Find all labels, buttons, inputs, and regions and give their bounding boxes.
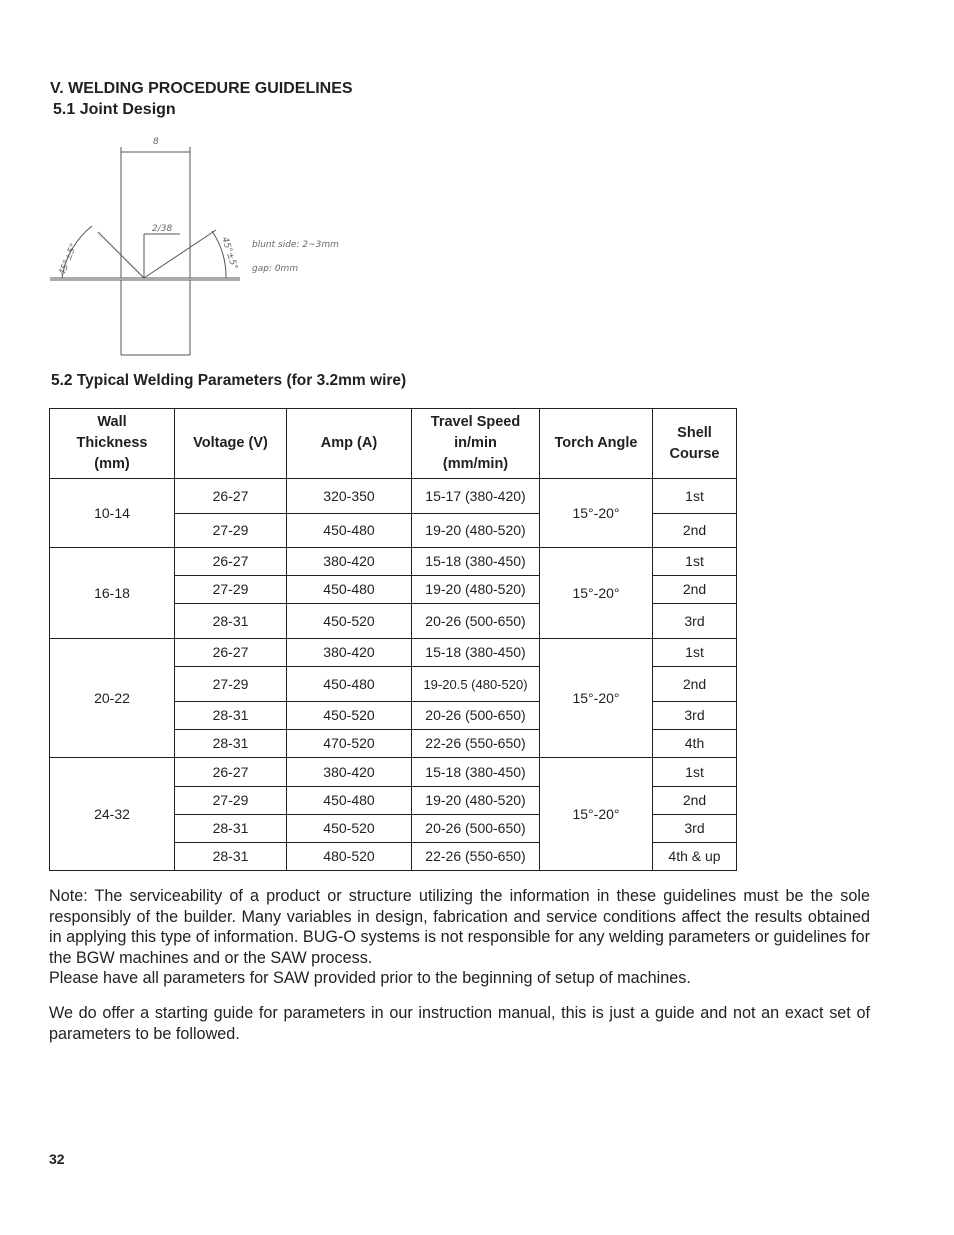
table-row bbox=[50, 548, 737, 576]
table-row bbox=[50, 639, 737, 667]
torch-angle-cell: 15°-20° bbox=[540, 479, 653, 548]
amp-cell: 480-520 bbox=[287, 843, 412, 871]
travel-speed-cell: 15-18 (380-450) bbox=[412, 639, 540, 667]
voltage-cell: 27-29 bbox=[175, 576, 287, 604]
voltage-cell: 28-31 bbox=[175, 604, 287, 639]
welding-parameters-table bbox=[49, 408, 737, 871]
saw-parameters-note: Please have all parameters for SAW provided prior to the beginning of setup of machines. bbox=[49, 969, 691, 987]
amp-cell: 450-480 bbox=[287, 576, 412, 604]
table-row bbox=[50, 758, 737, 787]
blunt-side-note: blunt side: 2~3mm bbox=[252, 240, 339, 250]
shell-course-cell: 1st bbox=[653, 548, 737, 576]
wall-thickness-cell: 10-14 bbox=[50, 479, 175, 548]
header-wall-thickness: Wall Thickness (mm) bbox=[50, 409, 175, 479]
travel-speed-cell: 15-18 (380-450) bbox=[412, 548, 540, 576]
header-shell-course: Shell Course bbox=[653, 409, 737, 479]
amp-cell: 380-420 bbox=[287, 639, 412, 667]
parameters-heading: 5.2 Typical Welding Parameters (for 3.2mm wire) bbox=[51, 372, 407, 389]
voltage-cell: 28-31 bbox=[175, 815, 287, 843]
voltage-cell: 26-27 bbox=[175, 479, 287, 514]
travel-speed-cell: 19-20 (480-520) bbox=[412, 514, 540, 548]
voltage-cell: 28-31 bbox=[175, 702, 287, 730]
left-angle-label: 45°±5° bbox=[57, 242, 80, 278]
amp-cell: 450-520 bbox=[287, 815, 412, 843]
header-voltage: Voltage (V) bbox=[175, 409, 287, 479]
wall-thickness-cell: 20-22 bbox=[50, 639, 175, 758]
torch-angle-cell: 15°-20° bbox=[540, 548, 653, 639]
amp-cell: 450-480 bbox=[287, 667, 412, 702]
amp-cell: 380-420 bbox=[287, 548, 412, 576]
travel-speed-cell: 15-17 (380-420) bbox=[412, 479, 540, 514]
shell-course-cell: 1st bbox=[653, 639, 737, 667]
right-angle-label: 45°±5° bbox=[219, 235, 240, 272]
header-torch-angle: Torch Angle bbox=[540, 409, 653, 479]
voltage-cell: 26-27 bbox=[175, 758, 287, 787]
travel-speed-cell: 20-26 (500-650) bbox=[412, 815, 540, 843]
voltage-cell: 27-29 bbox=[175, 514, 287, 548]
shell-course-cell: 3rd bbox=[653, 702, 737, 730]
disclaimer-note: Note: The serviceability of a product or structure utilizing the information in these guidelines must be the sole responsibly of the builder. Many variables in design, fabrication and service conditions affect the results obtained in applying this type of information. BUG-O systems is not responsible for any welding parameters or guidelines for the BGW machines and or the SAW process. bbox=[49, 887, 870, 967]
amp-cell: 450-480 bbox=[287, 514, 412, 548]
voltage-cell: 26-27 bbox=[175, 639, 287, 667]
amp-cell: 450-520 bbox=[287, 702, 412, 730]
torch-angle-cell: 15°-20° bbox=[540, 758, 653, 871]
travel-speed-cell: 15-18 (380-450) bbox=[412, 758, 540, 787]
wall-thickness-cell: 24-32 bbox=[50, 758, 175, 871]
amp-cell: 450-480 bbox=[287, 787, 412, 815]
travel-speed-cell: 20-26 (500-650) bbox=[412, 702, 540, 730]
voltage-cell: 27-29 bbox=[175, 667, 287, 702]
shell-course-cell: 3rd bbox=[653, 604, 737, 639]
shell-course-cell: 4th & up bbox=[653, 843, 737, 871]
amp-cell: 380-420 bbox=[287, 758, 412, 787]
travel-speed-cell: 19-20 (480-520) bbox=[412, 576, 540, 604]
amp-cell: 470-520 bbox=[287, 730, 412, 758]
shell-course-cell: 4th bbox=[653, 730, 737, 758]
wall-thickness-cell: 16-18 bbox=[50, 548, 175, 639]
shell-course-cell: 2nd bbox=[653, 576, 737, 604]
torch-angle-cell: 15°-20° bbox=[540, 639, 653, 758]
travel-speed-cell: 20-26 (500-650) bbox=[412, 604, 540, 639]
root-dimension-label: 2/38 bbox=[152, 224, 173, 234]
shell-course-cell: 2nd bbox=[653, 514, 737, 548]
amp-cell: 450-520 bbox=[287, 604, 412, 639]
section-heading: V. WELDING PROCEDURE GUIDELINES bbox=[50, 80, 353, 97]
travel-speed-cell: 22-26 (550-650) bbox=[412, 843, 540, 871]
shell-course-cell: 2nd bbox=[653, 667, 737, 702]
header-amp: Amp (A) bbox=[287, 409, 412, 479]
shell-course-cell: 2nd bbox=[653, 787, 737, 815]
right-bevel-line bbox=[144, 230, 216, 278]
amp-cell: 320-350 bbox=[287, 479, 412, 514]
joint-design-heading: 5.1 Joint Design bbox=[53, 101, 176, 118]
voltage-cell: 27-29 bbox=[175, 787, 287, 815]
shell-course-cell: 3rd bbox=[653, 815, 737, 843]
page-number: 32 bbox=[49, 1151, 65, 1167]
header-travel-speed: Travel Speed in/min (mm/min) bbox=[412, 409, 540, 479]
shell-course-cell: 1st bbox=[653, 479, 737, 514]
voltage-cell: 28-31 bbox=[175, 843, 287, 871]
travel-speed-cell: 19-20 (480-520) bbox=[412, 787, 540, 815]
starting-guide-note: We do offer a starting guide for parameters in our instruction manual, this is just a guide and not an exact set of parameters to be followed. bbox=[49, 1004, 870, 1043]
joint-design-diagram bbox=[50, 130, 380, 360]
table-row bbox=[50, 479, 737, 514]
shell-course-cell: 1st bbox=[653, 758, 737, 787]
voltage-cell: 26-27 bbox=[175, 548, 287, 576]
top-dimension-label: 8 bbox=[153, 137, 159, 147]
voltage-cell: 28-31 bbox=[175, 730, 287, 758]
travel-speed-cell: 22-26 (550-650) bbox=[412, 730, 540, 758]
gap-note: gap: 0mm bbox=[252, 264, 299, 274]
travel-speed-cell: 19-20.5 (480-520) bbox=[412, 667, 540, 702]
